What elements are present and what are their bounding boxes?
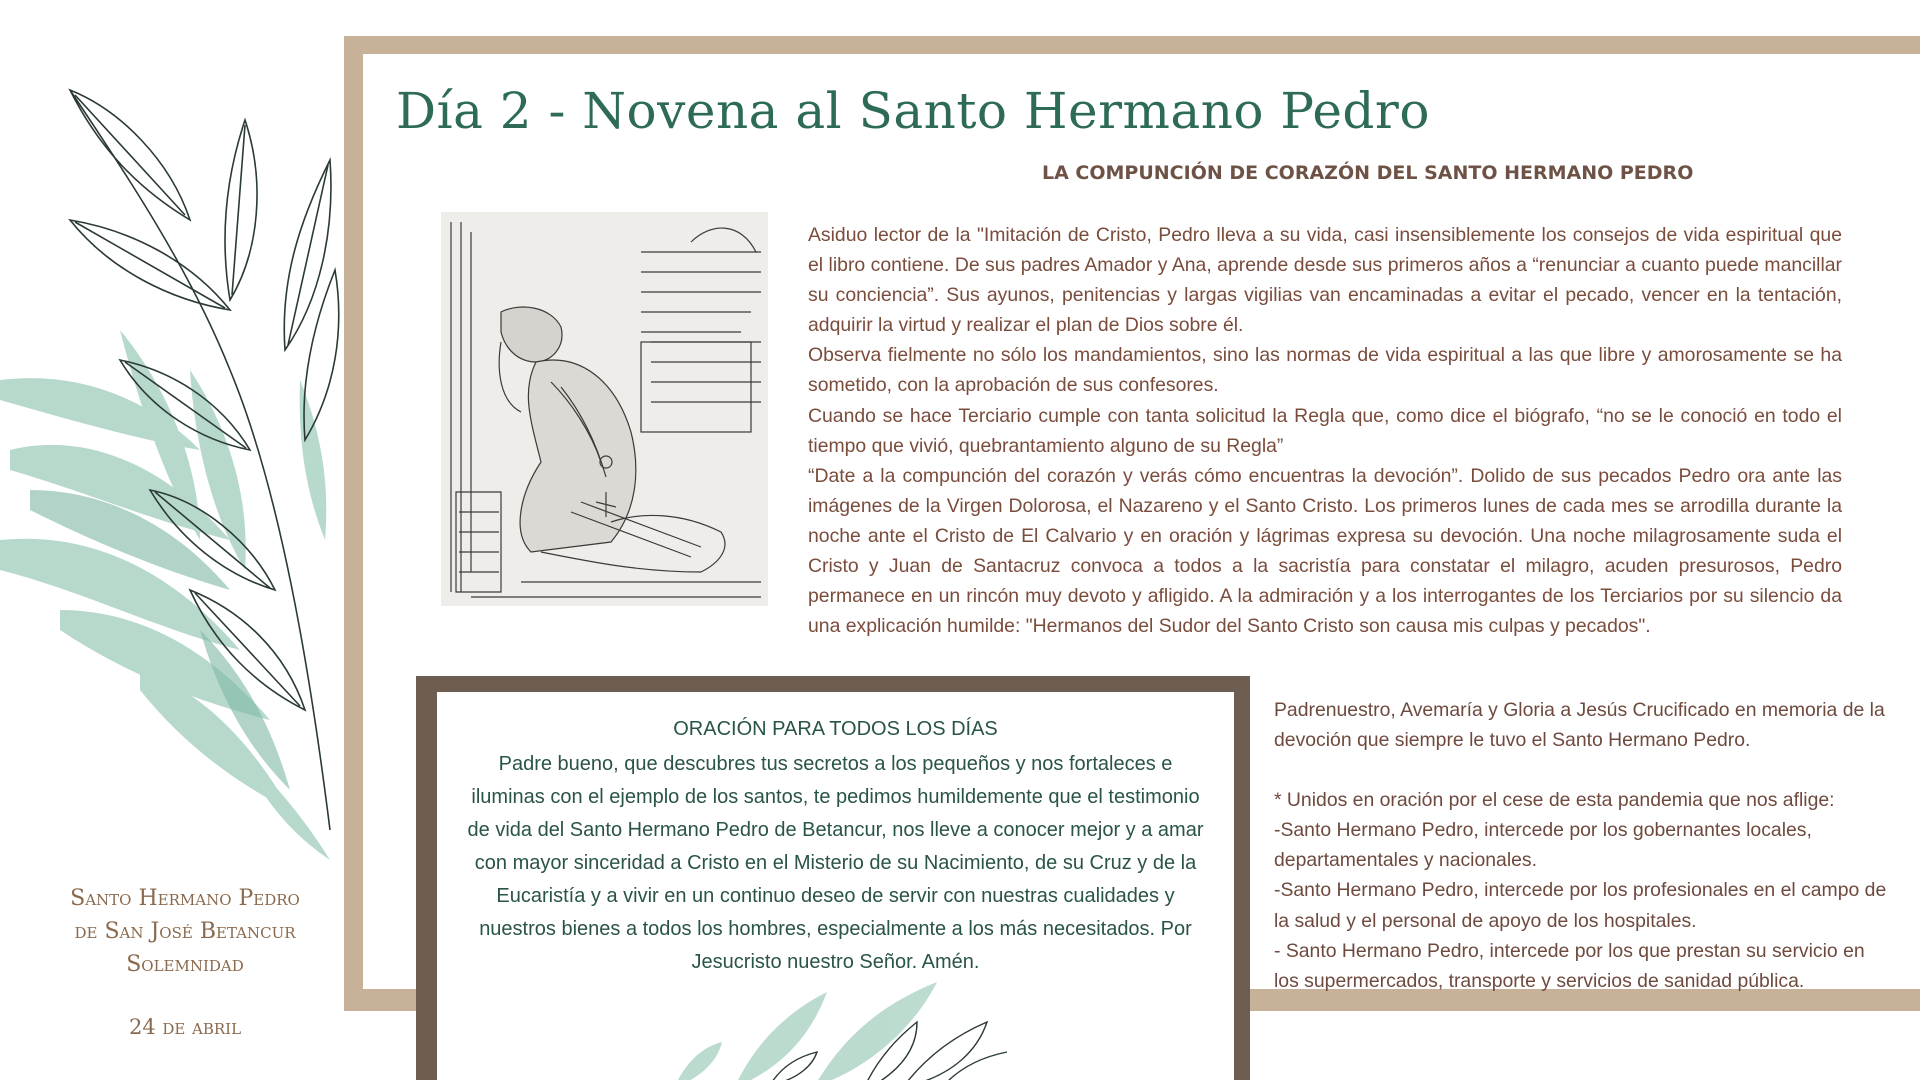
saint-illustration <box>441 212 768 606</box>
intro-paragraph: Padrenuestro, Avemaría y Gloria a Jesús Crucificado en memoria de la devoción que siempre le tuvo el Santo Hermano Pedro. <box>1274 699 1885 752</box>
caption-line: Solemnidad <box>126 952 244 977</box>
slide-title: Día 2 - Novena al Santo Hermano Pedro <box>396 82 1430 140</box>
intention-line: -Santo Hermano Pedro, intercede por los gobernantes locales, departamentales y nacionales. <box>1274 819 1812 872</box>
intention-line: - Santo Hermano Pedro, intercede por los que prestan su servicio en los supermercados, transporte y servicios de sanidad pública. <box>1274 939 1865 992</box>
intention-line: * Unidos en oración por el cese de esta pandemia que nos aflige: <box>1274 789 1835 812</box>
prayer-box <box>437 692 1234 1080</box>
body-paragraph: Asiduo lector de la "Imitación de Cristo, Pedro lleva a su vida, casi insensiblemente los consejos de vida espiritual que el libro contiene. De sus padres Amador y Ana, aprende desde sus primeros años a “renunciar a cuanto puede mancillar su conciencia”. Sus ayunos, penitencias y largas vigilias van encaminadas a evitar el pecado, vencer en la tentación, adquirir la virtud y realizar el plan de Dios sobre él. <box>808 224 1842 337</box>
body-paragraph: “Date a la compunción del corazón y verás cómo encuentras la devoción”. Dolido de sus pecados Pedro ora ante las imágenes de la Virgen Dolorosa, el Nazareno y el Santo Cristo. Los primeros lunes de cada mes se arrodilla durante la noche ante el Cristo de El Calvario y en oración y lágrimas expresa su devoción. Una noche milagrosamente suda el Cristo y Juan de Santacruz convoca a todos a la sacristía para constatar el milagro, acuden presurosos, Pedro permanece en un rincón muy devoto y afligido. A la admiración y a los interrogantes de los Terciarios por su silencio da una explicación humilde: "Hermanos del Sudor del Santo Cristo son causa mis culpas y pecados". <box>808 464 1842 638</box>
caption-line: de San José Betancur <box>74 919 296 944</box>
body-text <box>808 220 1842 641</box>
sidebar-caption <box>40 882 330 981</box>
spacer <box>1274 755 1894 785</box>
intentions-text <box>1274 695 1894 996</box>
caption-line: Santo Hermano Pedro <box>70 886 300 911</box>
intention-line: -Santo Hermano Pedro, intercede por los profesionales en el campo de la salud y el personal de apoyo de los hospitales. <box>1274 879 1887 932</box>
section-subtitle: LA COMPUNCIÓN DE CORAZÓN DEL SANTO HERMANO PEDRO <box>1042 162 1694 184</box>
body-paragraph: Cuando se hace Terciario cumple con tanta solicitud la Regla que, como dice el biógrafo, “no se le conoció en todo el tiempo que vivió, quebrantamiento alguno de su Regla” <box>808 404 1842 457</box>
prayer-text: Padre bueno, que descubres tus secretos a los pequeños y nos fortaleces e iluminas con el ejemplo de los santos, te pedimos humildemente que el testimonio de vida del Santo Hermano Pedro de Betancur, nos lleve a conocer mejor y a amar con mayor sinceridad a Cristo en el Misterio de su Nacimiento, de su Cruz y de la Eucaristía y a vivir en un continuo deseo de servir con nuestras cualidades y nuestros bienes a todos los hombres, especialmente a los más necesitados. Por Jesucristo nuestro Señor. Amén. <box>467 753 1204 973</box>
feast-date: 24 de abril <box>128 1015 242 1039</box>
prayer-title: ORACIÓN PARA TODOS LOS DÍAS <box>673 718 998 740</box>
body-paragraph: Observa fielmente no sólo los mandamientos, sino las normas de vida espiritual a las que libre y amorosamente se ha sometido, con la aprobación de sus confesores. <box>808 344 1842 397</box>
decorative-leaves-bottom <box>617 962 1037 1080</box>
decorative-leaves-left <box>0 70 350 890</box>
